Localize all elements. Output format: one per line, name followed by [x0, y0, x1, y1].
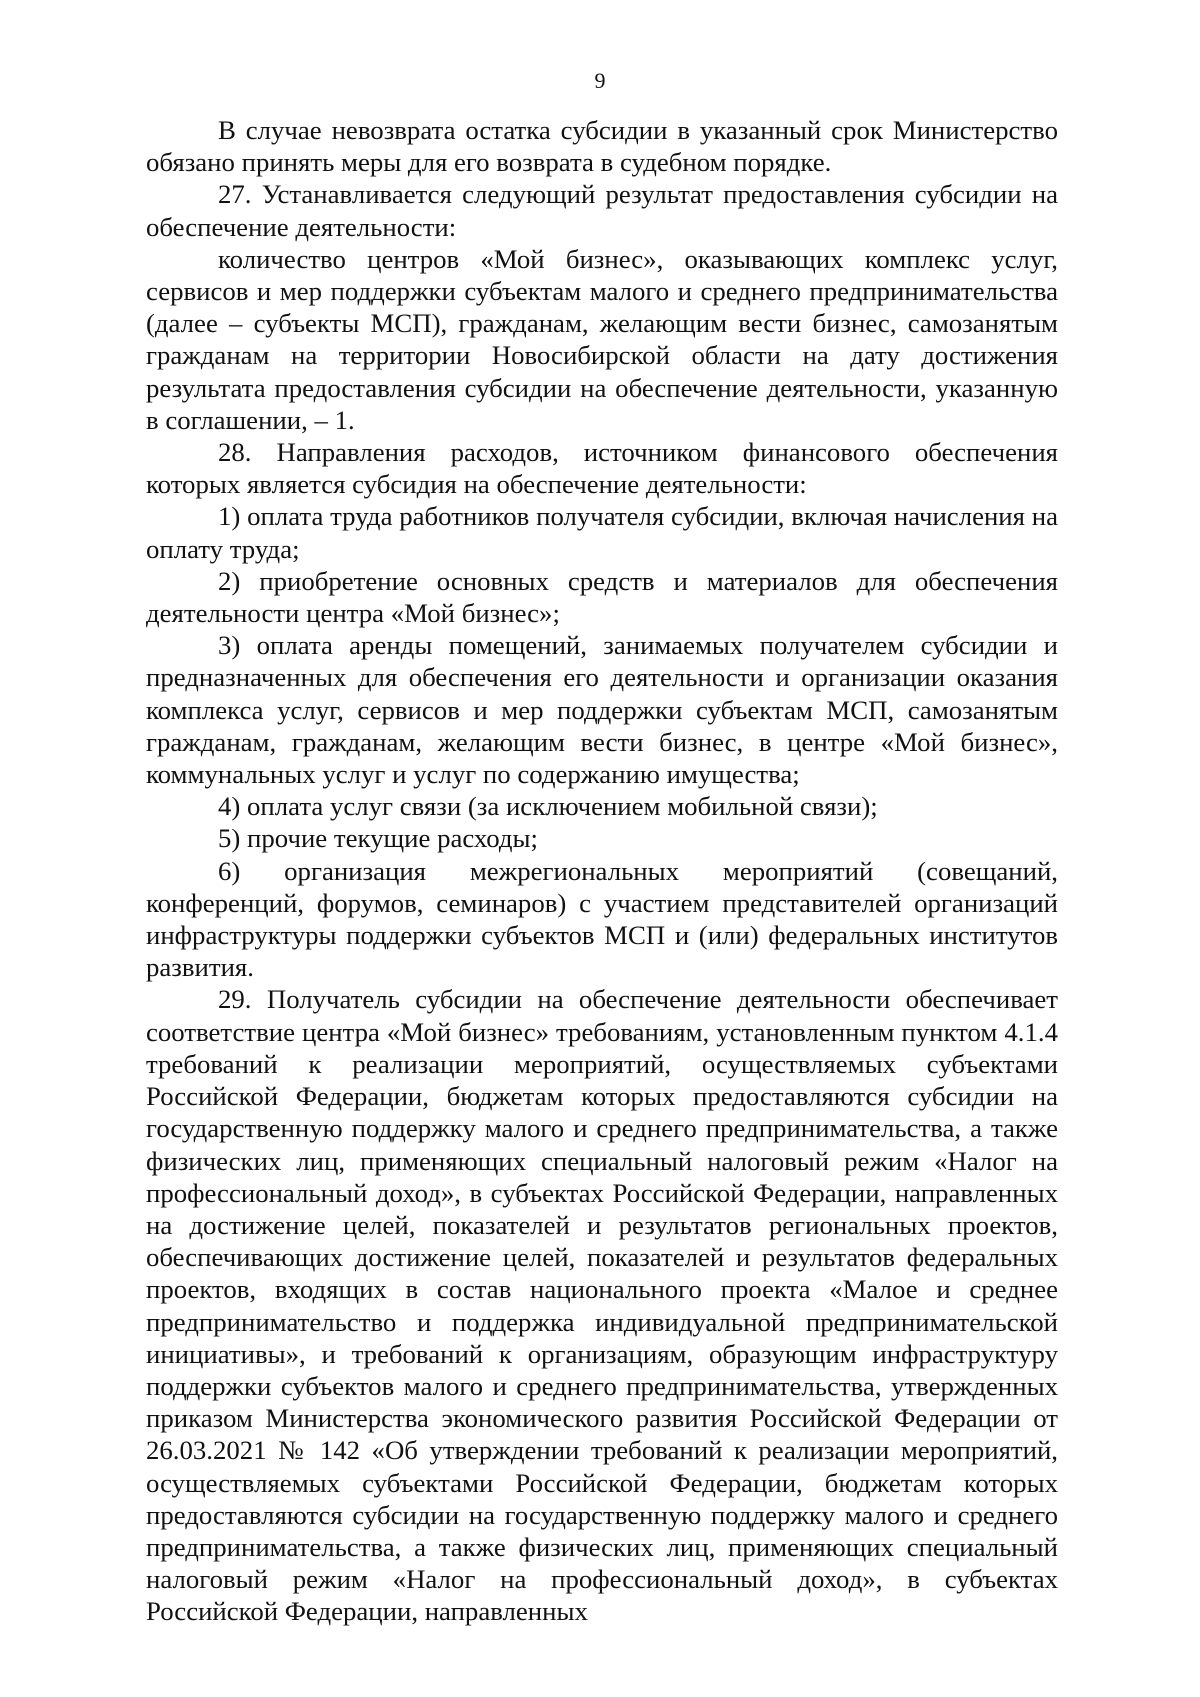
- paragraph-refund-court: В случае невозврата остатка субсидии в указанный срок Министерство обязано принять меры для его возврата в судебном порядке.: [146, 115, 1058, 178]
- list-item-28-2: 2) приобретение основных средств и материалов для обеспечения деятельности центра «Мой бизнес»;: [146, 565, 1058, 629]
- list-item-28-6: 6) организация межрегиональных мероприятий (совещаний, конференций, форумов, семинаров) с участием представителей организаций инфраструктуры поддержки субъектов МСП и (или) федеральных институтов развития.: [146, 855, 1058, 983]
- list-item-28-3: 3) оплата аренды помещений, занимаемых получателем субсидии и предназначенных для обеспечения его деятельности и организации оказания комплекса услуг, сервисов и мер поддержки субъектам МСП, самозанятым гражданам, гражданам, желающим вести бизнес, в центре «Мой бизнес», коммунальных услуг и услуг по содержанию имущества;: [146, 630, 1058, 790]
- page-number: 9: [594, 68, 606, 93]
- paragraph-27-result: количество центров «Мой бизнес», оказывающих комплекс услуг, сервисов и мер поддержки субъектам малого и среднего предпринимательства (далее – субъекты МСП), гражданам, желающим вести бизнес, самозанятым гражданам на территории Новосибирской области на дату достижения результата предоставления субсидии на обеспечение деятельности, указанную в соглашении, – 1.: [146, 243, 1058, 435]
- paragraph-28-heading: 28. Направления расходов, источником финансового обеспечения которых является субсидия на обеспечение деятельности:: [146, 437, 1058, 500]
- list-item-28-1: 1) оплата труда работников получателя субсидии, включая начисления на оплату труда;: [146, 501, 1058, 564]
- paragraph-29: 29. Получатель субсидии на обеспечение деятельности обеспечивает соответствие центра «Мой бизнес» требованиям, установленным пунктом 4.1.4 требований к реализации мероприятий, осуществляемых субъектами Российской Федерации, бюджетам которых предоставляются субсидии на государственную поддержку малого и среднего предпринимательства, а также физических лиц, применяющих специальный налоговый режим «Налог на профессиональный доход», в субъектах Российской Федерации, направленных на достижение целей, показателей и результатов региональных проектов, обеспечивающих достижение целей, показателей и результатов федеральных проектов, входящих в состав национального проекта «Малое и среднее предпринимательство и поддержка индивидуальной предпринимательской инициативы», и требований к организациям, образующим инфраструктуру поддержки субъектов малого и среднего предпринимательства, утвержденных приказом Министерства экономического развития Российской Федерации от 26.03.2021 № 142 «Об утверждении требований к реализации мероприятий, осуществляемых субъектами Российской Федерации, бюджетам которых предоставляются субсидии на государственную поддержку малого и среднего предпринимательства, а также физических лиц, применяющих специальный налоговый режим «Налог на профессиональный доход», в субъектах Российской Федерации, направленных: [146, 984, 1058, 1627]
- list-item-28-4: 4) оплата услуг связи (за исключением мобильной связи);: [218, 791, 878, 822]
- paragraph-27-heading: 27. Устанавливается следующий результат предоставления субсидии на обеспечение деятельности:: [146, 179, 1058, 242]
- document-body: [146, 114, 1058, 1628]
- list-item-28-5: 5) прочие текущие расходы;: [218, 823, 539, 854]
